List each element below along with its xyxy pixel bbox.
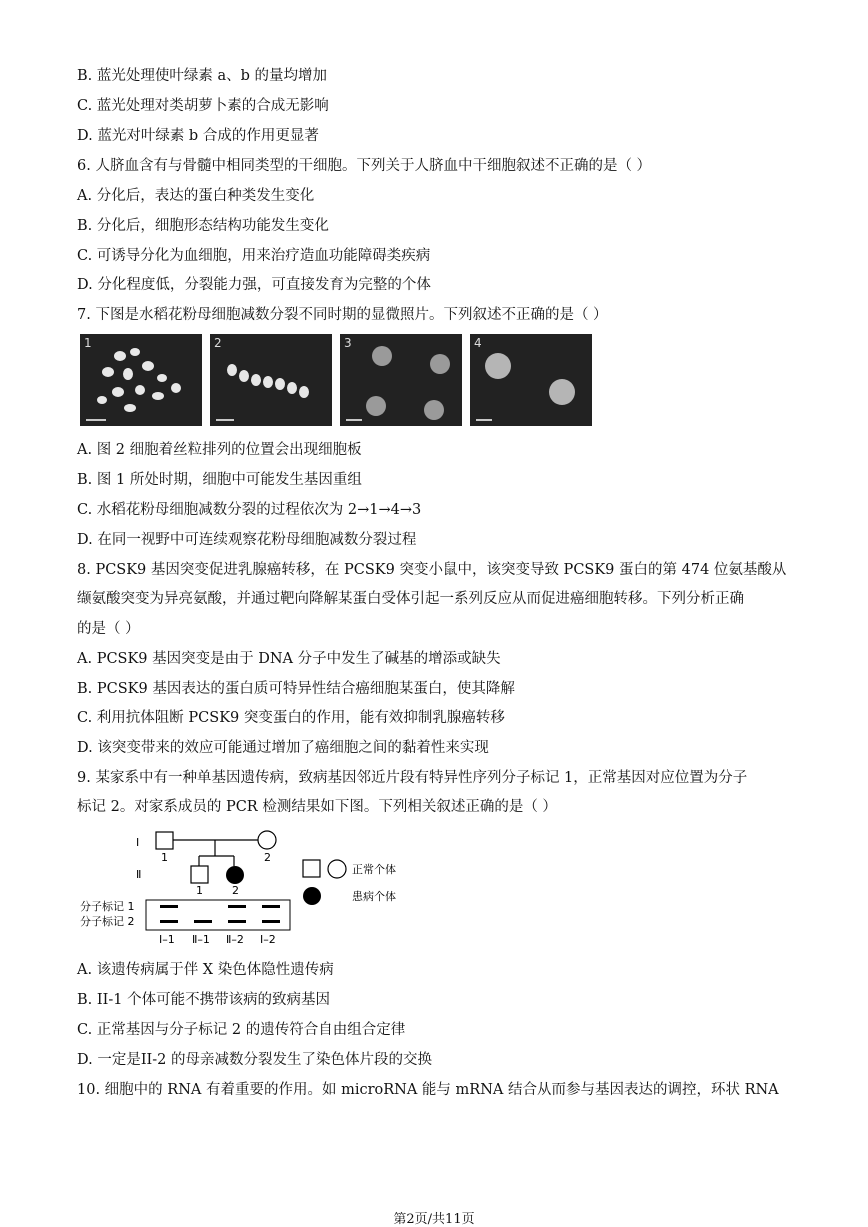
q5-option-c: C. 蓝光处理对类胡萝卜素的合成无影响 — [77, 98, 329, 114]
micrograph-3 — [340, 334, 462, 426]
pedigree-ii1-male — [191, 866, 208, 883]
micrograph-label: 3 — [344, 336, 352, 350]
micrograph-1-image — [80, 334, 202, 426]
q6-option-b: B. 分化后，细胞形态结构功能发生变化 — [77, 218, 329, 234]
pedigree-i1-male — [156, 832, 173, 849]
micrograph-label: 1 — [84, 336, 92, 350]
page-footer: 第2页/共11页 — [393, 1212, 475, 1227]
marker-1-label: 分子标记 1 — [80, 900, 135, 913]
pcr-gel — [146, 900, 290, 930]
band-ii1-marker2 — [194, 920, 212, 923]
q6-option-d: D. 分化程度低，分裂能力强，可直接发育为完整的个体 — [77, 277, 431, 293]
legend-normal-label: 正常个体 — [352, 863, 396, 876]
band-ii2-marker1 — [228, 905, 246, 908]
q8-option-c: C. 利用抗体阻断 PCSK9 突变蛋白的作用，能有效抑制乳腺癌转移 — [77, 710, 505, 726]
pedigree-i2-female — [258, 831, 276, 849]
q7-option-c: C. 水稻花粉母细胞减数分裂的过程依次为 2→1→4→3 — [77, 502, 422, 518]
q5-option-d: D. 蓝光对叶绿素 b 合成的作用更显著 — [77, 128, 319, 144]
micrograph-1 — [80, 334, 202, 426]
marker-2-label: 分子标记 2 — [80, 915, 135, 928]
q7-option-d: D. 在同一视野中可连续观察花粉母细胞减数分裂过程 — [77, 532, 417, 548]
q8-option-a: A. PCSK9 基因突变是由于 DNA 分子中发生了碱基的增添或缺失 — [77, 651, 501, 667]
q9-pedigree-figure — [80, 826, 420, 951]
pedigree-ii2-number: 2 — [232, 884, 239, 897]
q7-option-a: A. 图 2 细胞着丝粒排列的位置会出现细胞板 — [77, 442, 362, 458]
q6-stem: 6. 人脐血含有与骨髓中相同类型的干细胞。下列关于人脐血中干细胞叙述不正确的是（ ） — [77, 158, 652, 174]
legend-normal-male — [303, 860, 320, 877]
micrograph-label: 4 — [474, 336, 482, 350]
micrograph-2-image — [210, 334, 332, 426]
pedigree-ii1-number: 1 — [196, 884, 203, 897]
q8-stem-line3: 的是（ ） — [77, 621, 140, 637]
q9-stem-line2: 标记 2。对家系成员的 PCR 检测结果如下图。下列相关叙述正确的是（ ） — [77, 799, 557, 815]
pedigree-ii2-affected-female — [226, 866, 244, 884]
q7-micrographs — [80, 334, 592, 428]
micrograph-4-image — [470, 334, 592, 426]
band-ii2-marker2 — [228, 920, 246, 923]
q9-stem-line1: 9. 某家系中有一种单基因遗传病，致病基因邻近片段有特异性序列分子标记 1，正常基因对应位置为分子 — [77, 770, 748, 786]
q8-stem-line1: 8. PCSK9 基因突变促进乳腺癌转移，在 PCSK9 突变小鼠中，该突变导致 PCSK9 蛋白的第 474 位氨基酸从 — [77, 562, 787, 578]
lane-label: Ⅰ–2 — [260, 933, 276, 946]
q7-stem: 7. 下图是水稻花粉母细胞减数分裂不同时期的显微照片。下列叙述不正确的是（ ） — [77, 307, 608, 323]
q8-option-d: D. 该突变带来的效应可能通过增加了癌细胞之间的黏着性来实现 — [77, 740, 489, 756]
q9-option-c: C. 正常基因与分子标记 2 的遗传符合自由组合定律 — [77, 1022, 406, 1038]
band-i2-marker2 — [262, 920, 280, 923]
q8-option-b: B. PCSK9 基因表达的蛋白质可特异性结合癌细胞某蛋白，使其降解 — [77, 681, 515, 697]
q6-option-c: C. 可诱导分化为血细胞，用来治疗造血功能障碍类疾病 — [77, 248, 431, 264]
band-i2-marker1 — [262, 905, 280, 908]
q6-option-a: A. 分化后，表达的蛋白种类发生变化 — [77, 188, 315, 204]
lane-label: Ⅱ–2 — [226, 933, 244, 946]
q9-option-d: D. 一定是II-2 的母亲减数分裂发生了染色体片段的交换 — [77, 1052, 433, 1068]
micrograph-2 — [210, 334, 332, 426]
micrograph-4 — [470, 334, 592, 426]
q9-option-b: B. II-1 个体可能不携带该病的致病基因 — [77, 992, 331, 1008]
generation-2-label: Ⅱ — [136, 868, 142, 881]
q8-stem-line2: 缬氨酸突变为异亮氨酸，并通过靶向降解某蛋白受体引起一系列反应从而促进癌细胞转移。下列分析正确 — [77, 591, 744, 607]
q10-stem-line1: 10. 细胞中的 RNA 有着重要的作用。如 microRNA 能与 mRNA 结合从而参与基因表达的调控，环状 RNA — [77, 1082, 779, 1098]
legend-affected-label: 患病个体 — [352, 890, 396, 903]
micrograph-3-image — [340, 334, 462, 426]
q9-option-a: A. 该遗传病属于伴 X 染色体隐性遗传病 — [77, 962, 334, 978]
legend-affected-symbol — [303, 887, 321, 905]
pedigree-i1-number: 1 — [161, 851, 168, 864]
micrograph-label: 2 — [214, 336, 222, 350]
pedigree-diagram — [80, 826, 420, 951]
band-i1-marker2 — [160, 920, 178, 923]
lane-label: Ⅱ–1 — [192, 933, 210, 946]
pedigree-i2-number: 2 — [264, 851, 271, 864]
band-i1-marker1 — [160, 905, 178, 908]
legend-normal-female — [328, 860, 346, 878]
lane-label: Ⅰ–1 — [159, 933, 175, 946]
q5-option-b: B. 蓝光处理使叶绿素 a、b 的量均增加 — [77, 68, 328, 84]
q7-option-b: B. 图 1 所处时期，细胞中可能发生基因重组 — [77, 472, 362, 488]
generation-1-label: Ⅰ — [136, 836, 140, 849]
